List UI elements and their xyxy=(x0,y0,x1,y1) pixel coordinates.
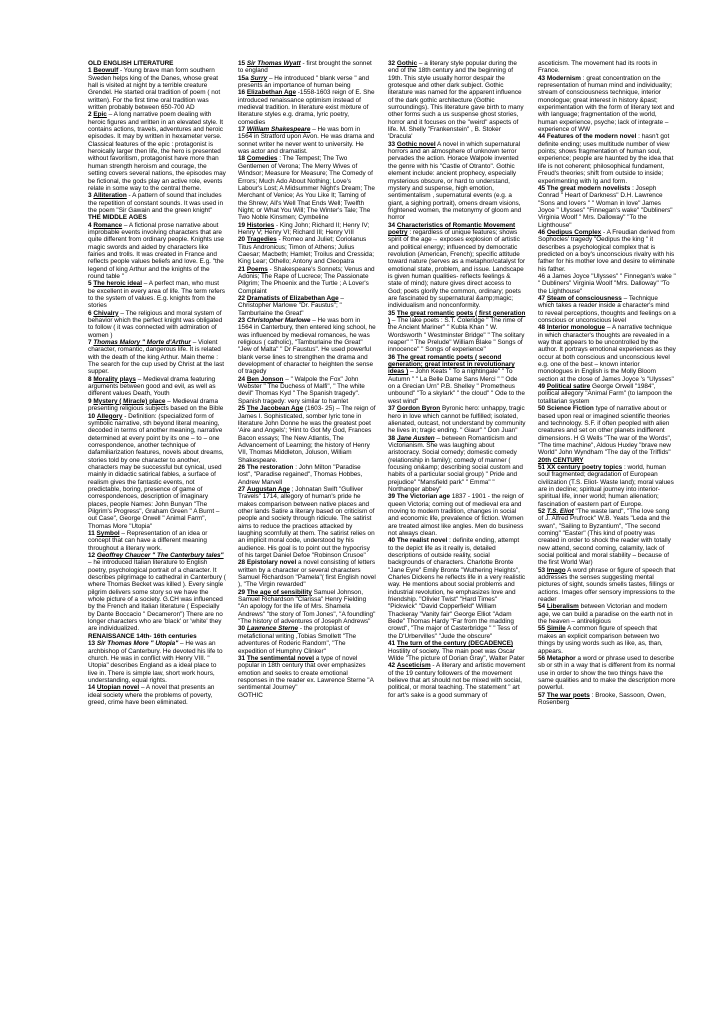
entry-term: Epistolary novel xyxy=(246,559,297,567)
entry-definition: Samuel Johnson, Samuel Richardson "Clarissa" Henry Fielding "An apology for the life of Mrs. Shamela Andrews" "the story of Tom Jones", "A foundling" "The history of adventures of Joseph Andrews" xyxy=(238,588,376,626)
entry-definition: - A literary and artistic movement of the 19 century followers of the movement believe that art should not be mixed with social, political, or moral teaching. The statement " art for art's sake is a good summary of xyxy=(388,662,526,699)
entry-number: 11 xyxy=(88,530,95,537)
entry-term: Poems xyxy=(246,265,268,273)
glossary-entry xyxy=(238,317,376,376)
entry-term: Gothic xyxy=(396,60,418,67)
entry-number: 22 xyxy=(238,295,246,302)
glossary-entry xyxy=(238,655,376,692)
document-page xyxy=(88,60,678,1010)
glossary-entry xyxy=(88,530,226,552)
glossary-entry xyxy=(88,222,226,281)
entry-term: Romance xyxy=(93,221,123,229)
entry-definition: : world, human soul fragmented; degradation of European civilization (T.S. Eliot- Waste land); moral values are in decline; spiritual journey into interior- spiritual life, inner world; human alienation; fascination of eastern part of Europe. xyxy=(538,463,674,508)
entry-number: 30 xyxy=(238,625,246,633)
text-column-4 xyxy=(538,60,676,1010)
entry-definition: - Shakespeare's Sonnets; Venus and Adonis; The Rape of Lucrece; The Passionate Pilgrim; The Phoenix and the Turtle ; A Lover's Complaint xyxy=(238,265,375,295)
entry-definition: – The lake poets : S.T. Coleridge " The rime of the Ancient Mariner" " Kubla Khan " W. Wordsworth " Westminster Bridge" " The solitary reaper" " The Prelude" William Blake " Songs of innocence" " Songs of experience" xyxy=(388,317,525,354)
entry-term: Characteristics of Romantic Movement poetry xyxy=(388,221,516,236)
entry-number: 16 xyxy=(238,89,246,97)
glossary-entry xyxy=(388,354,526,405)
entry-definition: - Definition: (specialized form of symbolic narrative, sth beyond literal meaning, decoded in terms of another meaning, narrative determined at every point by its one – to – one correspondence, another technique of dafamiliarization features, novels about dreams, stories told by one character to another, characters may be successful but cynical, used mainly in didactic satirical fables, a surface of realism gives the fantastic events, not predictable, boring, presence of game of correspondences, description of imaginary places, people Names: John Bunyan "The Pilgrim's Progress", Graham Green " A Burnt – out Case", George Orwell " Animal Farm", Thomas More "Utopia" xyxy=(88,412,224,530)
entry-number: 43 xyxy=(538,74,546,82)
entry-number: 36 xyxy=(388,353,396,361)
entry-definition: – Medieval drama featuring arguments between good and evil, as well as different values Death, Youth xyxy=(88,375,216,398)
entry-number: 48 xyxy=(538,324,546,332)
entry-number: 53 xyxy=(538,566,546,574)
glossary-entry xyxy=(388,405,526,434)
entry-term: The restoration xyxy=(246,463,294,471)
entry-definition: ; Johnatan Swift "Gulliver Travels" 1714, allegory of human's pride he makes comparison between native places and other lands Satire a literary based on criticism of people and society through ridicule. The satirist aims to reduce the practices attacked by laughing scornfully at them. The satirist relies on an implicit moral code, understood by his audience. His goal is to point out the hypocrisy of his target Daniel Defoe "Robinson Crusoe" xyxy=(238,485,375,560)
entry-definition: – A narrative technique in which character's thoughts are revealed in a way that appears to be uncontrolled by the author. It portrays emotional experiences as they occur at both conscious and unconscious level e.g. one of the best – known interior monologues in English is the Molly Bloom section at the close of James Joyce 's "Ulysses" xyxy=(538,324,676,383)
glossary-entry xyxy=(238,126,376,155)
entry-definition: – Representation of an idea or concept that can have a different meaning throughout a literary work. xyxy=(88,530,208,552)
glossary-entry xyxy=(388,640,526,662)
entry-term: Gothic novel xyxy=(396,140,436,148)
glossary-entry xyxy=(538,567,676,604)
entry-term: Asceticism xyxy=(396,662,431,670)
glossary-entry xyxy=(238,236,376,265)
entry-term: Ben Jonson xyxy=(246,375,284,383)
entry-number: 28 xyxy=(238,559,246,567)
entry-term: Augustan Age xyxy=(246,485,290,493)
entry-number: 40 xyxy=(388,537,396,545)
entry-definition: a word or phrase used to describe sb or sth in a way that is different from its normal use in order to show the two things have the same qualities and to make the description more powerful. xyxy=(538,654,676,692)
entry-definition: – a literary style popular during the end of the 18th century and the beginning of 19th. This style usually horror despair the grotesque and other dark subject. Gothic literature was named for the apparent influence of the dark gothic architecture (Gothic surroundings). This literature gave birth to many other forms such a us suspense ghost stories, horror and it focuses on the "weird" aspects of life. M. Shelly "Frankenstein" , B. Stoker 'Dracula' xyxy=(388,60,524,141)
section-heading: THE MIDDLE AGES xyxy=(88,214,147,222)
entry-number: 9 xyxy=(88,397,92,405)
entry-definition: – John Keats " To a nightingale" " To Autumn " " La Belle Dame Sans Merci " " Ode on a Grecian Urn" P.B. Shelley " Prometheus unbound" "To a skylark" " the cloud" " Ode to the west wind" xyxy=(388,368,525,405)
glossary-entry xyxy=(538,405,676,456)
entry-term: Symbol xyxy=(96,530,120,537)
glossary-entry xyxy=(538,185,676,229)
entry-number: 45 xyxy=(538,184,546,192)
entry-definition: – A perfect man, who must be excellent in every area of life. The term refers to the system of values. E.g. knights from the stories xyxy=(88,280,225,310)
entry-term: Epic xyxy=(93,111,107,119)
entry-definition: : regardless of unique features; shows spirit of the age→ exposes explosion of artistic and political energy; influenced by democratic revolution (American, French); specific attitude toward nature (serves as a metaphor/catalyst for emotional state, problem, and issue. Landscape is given human qualities- reflects feelings & state of mind); nature gives direct access to God; poets glorify the common, ordinary; poets are fascinated by supernatural &amp;magic; individualism and nonconformity. xyxy=(388,228,526,310)
entry-number: 52 xyxy=(538,507,546,515)
entry-term: The Jacobean Age xyxy=(246,405,304,413)
entry-definition: : John Milton "Paradise lost", "Paradise regained", Thomas Hobbes, Andrew Marvell xyxy=(238,463,363,486)
entry-definition: Hostility of society. The main poet was Oscar Wilde "The picture of Dorian Gray", Walter Pater xyxy=(388,647,525,662)
glossary-entry xyxy=(388,662,526,699)
entry-term: Gordon Byron xyxy=(396,405,441,413)
glossary-entry xyxy=(238,405,376,464)
entry-term: The war poets xyxy=(546,691,590,699)
entry-number: 15 xyxy=(238,60,246,67)
glossary-entry xyxy=(538,692,676,707)
glossary-entry xyxy=(88,310,226,339)
entry-definition: George Orwell "1984", political allegory "Animal Farm" (to lampoon the totalitarian system xyxy=(538,383,673,405)
entry-number: 55 xyxy=(538,625,546,633)
text-column-2 xyxy=(238,60,376,1010)
glossary-entry xyxy=(88,339,226,376)
entry-term: Political satire xyxy=(546,383,591,391)
glossary-entry xyxy=(238,155,376,221)
entry-definition: – He was born in 1564 in Canterbury, then entered king school, he was influenced by medieval romances, he was religious ( catholic), "Tamburlaine the Great" "Jew of Malta" " Dr Faustus". He used powerful blank verse lines to strengthen the drama and development of character to heighten the sense of tragedy xyxy=(238,317,376,376)
entry-definition: – Technique which takes a reader inside a character's mind to reveal perceptions, thoughts and feelings on a conscious or unconscious level xyxy=(538,295,676,325)
entry-definition: – He introduced " blank verse " and presents an importance of human being xyxy=(238,74,370,90)
entry-term: Allegory xyxy=(96,412,123,420)
entry-definition: - King John; Richard II; Henry IV; Henry V; Henry VI; Richard III; Henry VIII xyxy=(238,221,370,236)
glossary-entry xyxy=(538,133,676,184)
entry-number: 5 xyxy=(88,280,92,288)
glossary-entry xyxy=(238,222,376,237)
entry-definition: – " Walpole the Fox" John Webster " The Duchess of Malfi", " The white devil" Thomas Kyd " The Spanish tragedy". Spanish tragedy: very similar to hamlet xyxy=(238,375,365,405)
entry-definition: - A pattern of sound that includes the repetition of constant sounds. It was used in the poem "Sir Gawain and the green knight" xyxy=(88,192,223,214)
entry-number: 25 xyxy=(238,405,246,413)
entry-definition: : Brooke, Sassoon, Owen, Rosenberg xyxy=(538,691,666,706)
entry-term: Metaphor xyxy=(546,654,576,662)
entry-term: Oedipus Complex xyxy=(546,228,602,236)
entry-term: Chivalry xyxy=(93,309,119,317)
entry-definition: between Victorian and modern age, we can build a paradise on the earth not in the heaven – antireligious xyxy=(538,603,673,626)
glossary-entry xyxy=(388,493,526,537)
entry-number: 50 xyxy=(538,405,546,413)
entry-number: 57 xyxy=(538,691,546,699)
entry-definition: - Young brave man form southern Sweden helps king of the Danes, whose great hall is visited at night by a terrible creature Grendel. He started oral tradition of poem ( not written). For the first time oral tradition was written probably between 650-700 AD xyxy=(88,67,221,112)
entry-number: 24 xyxy=(238,375,246,383)
entry-number: 29 xyxy=(238,588,246,596)
glossary-entry xyxy=(238,89,376,126)
entry-term: The heroic ideal xyxy=(93,280,142,288)
entry-definition: – A fictional prose narrative about improbable events involving characters that are quite different from ordinary people. Knights use magic swords and aided by characters like fairies and trolls. It was created in France and reflects people values beliefs and love. E.g. "the legend of king Arthur and the knights of the round table " xyxy=(88,221,224,280)
entry-number: 3 xyxy=(88,192,92,200)
entry-definition: – He was an archbishop of Canterbury. He devoted his life to church. He was in conflict with Henry VIII. " Utopia" describes England as a ideal place to live in. There is simple law, short work hours, understanding, equal rights. xyxy=(88,640,223,684)
entry-definition: type of narrative about or based upon real or imagined scientific theories and technology. S.F. if often peopled with alien creatures and set on other planets indifferent dimensions. H G Wells "The war of the Words", "The time machine", Aldous Huxley "brave new World" John Wyndham "The day of the Triffids" xyxy=(538,405,672,457)
entry-definition: A novel in which supernatural horrors and an atmosphere of unknown terror pervades the action. Horace Walpole invented the genre with his "Castle of Otranto". Gothic element include: ancient prophecy, especially mysterious obscure, or hard to understand, mystery and suspense, high emotion, sentimentalism , supernatural events (e.g. a giant, a sighing portrait), omens dream visions, frightened women, the metonymy of gloom and horror xyxy=(388,140,522,222)
entry-number: 41 xyxy=(388,640,396,648)
entry-term: The sentimental novel xyxy=(246,654,315,662)
entry-number: 54 xyxy=(538,603,546,611)
glossary-entry xyxy=(538,229,676,273)
entry-number: 8 xyxy=(88,375,92,383)
entry-number: 15a xyxy=(238,74,249,82)
entry-definition: "The waste land", "The love song of J. Alfred Prufrock" W.B. Yeats "Leda and the swan", "Sailing to Byzantium", "The second coming" "Easter" (This kind of poetry was created in order to shock the reader with totally new attend, second coming, calamity, lack of social political and moral stability – because of the first World War) xyxy=(538,507,671,567)
entry-term: The age of sensibility xyxy=(246,588,312,596)
entry-term: The great modern novelists xyxy=(546,184,631,192)
text-column-3 xyxy=(388,60,526,1010)
entry-definition: – He was born in 1564 in Stratford upon Avon. He was drama and sonnet writer he never went to university. He was actor and dramatist. xyxy=(238,126,375,156)
entry-term: Morality plays xyxy=(93,375,136,383)
entry-term: Sir Thomas Wyatt xyxy=(246,60,301,67)
entry-definition: A common figure of speech that makes an explicit comparison between two things by using words such as like, as, than, appears. xyxy=(538,625,663,655)
entry-term: The great romantic poets ( second generation; great interest in revolutionary ideas ) xyxy=(388,353,515,376)
entry-number: 12 xyxy=(88,552,96,560)
entry-definition: A word phrase or figure of speech that addresses the senses suggesting mental pictures of sight, sounds smells tastes, fillings or actions. Images offer sensory impressions to the reader xyxy=(538,566,676,604)
glossary-entry xyxy=(88,413,226,531)
entry-definition: - the protoplast of metafictional writing ,Tobias Smollett "The adventures of Roderic Random", "The expedition of Humphry Clinker" xyxy=(238,625,357,655)
document-title: OLD ENGLISH LITERATURE xyxy=(88,60,174,67)
entry-number: 49 xyxy=(538,383,546,391)
entry-number: 17 xyxy=(238,126,246,134)
section-heading: 20th CENTURY xyxy=(538,456,584,464)
entry-term: Liberalism xyxy=(546,603,579,611)
entry-term: Beowulf xyxy=(93,67,119,75)
entry-definition: : definite ending, attempt to the depict life as it really is, detailed descriptions of outside reality, social backgrounds of characters. Charlotte Bronte "Jane Eyre" Emily Bronte "Wuthering Heights", Charles Dickens he reflects life in a very realistic way. He mentions about social problems and industrial revolution, he emphasizes love and friendship. "Olivier Twist" "Hard Times" "Pickwick" "David Copperfield" William Thackeray "Vanity fair" George Elliot "Adam Bede" Thomas Hardy "Far from the madding crowd", "The major of Casterbridge " " Tess of the D'Urbervilles" "Jude the obscure" xyxy=(388,537,526,640)
entry-term: Lawrence Sterne xyxy=(246,625,299,633)
glossary-entry xyxy=(238,295,376,317)
entry-number: 39 xyxy=(388,493,396,501)
entry-number: 2 xyxy=(88,111,92,119)
entry-number: 10 xyxy=(88,412,96,420)
glossary-entry xyxy=(88,640,226,684)
entry-number: 13 xyxy=(88,640,96,648)
entry-definition: : hasn't got definite ending; uses multitude number of view points; shows fragmentation of human soul, experience; people are haunted by the idea that life is not coherent; philosophical fundament, Freud's theories; shift from outside to inside; experimenting with Ig and form. xyxy=(538,133,674,185)
entry-term: T.S. Eliot xyxy=(546,507,574,515)
entry-definition: – between Romanticism and Victorianism. She was laughing about aristocracy. Social comedy; domestic comedy (relationship in family); comedy of manner ( focusing on&amp; describing social custom and habits of a particular social group) " Pride and prejudice" "Mansfield park" " Emma" " Northanger abbey" xyxy=(388,434,523,493)
entry-number: 21 xyxy=(238,265,246,273)
glossary-entry xyxy=(238,60,376,75)
glossary-entry xyxy=(538,655,676,692)
entry-term: Features of the modern novel xyxy=(546,133,637,141)
entry-definition: -1558-1603 reign of E. She introduced renaissance optimism instead of medieval tradition. In literature exist mixture of literature styles e.g. drama, lyric poetry, comedies xyxy=(238,89,375,126)
entry-term: Jane Austen xyxy=(396,434,435,442)
text-paragraph: asceticism. The movement had its roots in France. xyxy=(538,60,658,75)
entry-term: Simile xyxy=(546,625,566,633)
entry-number: 42 xyxy=(388,662,396,670)
entry-term: Comedies xyxy=(246,155,278,163)
entry-number: 27 xyxy=(238,485,246,493)
glossary-entry xyxy=(238,464,376,486)
glossary-entry xyxy=(238,486,376,559)
glossary-entry xyxy=(538,625,676,654)
entry-definition: 1837 - 1901 - the reign of queen Victoria; coming out of medieval era and moving to modern tradition, changes in social and economic life, prevalence of fiction. Women are treated almost like angles. Men do business not always clean. xyxy=(388,493,524,537)
entry-number: 33 xyxy=(388,140,396,148)
glossary-entry xyxy=(538,464,676,508)
text-paragraph: 46 a James Joyce "Ulysses" " Finnegan's wake " " Dubliners" Virginia Woolf "Mrs. Dalloway" "To the Lighthouse" xyxy=(538,272,676,295)
glossary-entry xyxy=(88,552,226,633)
entry-number: 35 xyxy=(388,309,396,317)
section-heading: RENAISSANCE 14th- 16th centuries xyxy=(88,632,197,640)
entry-number: 23 xyxy=(238,317,246,325)
glossary-entry xyxy=(238,559,376,588)
entry-term: The Victorian age xyxy=(396,493,451,501)
glossary-entry xyxy=(388,222,526,310)
entry-number: 19 xyxy=(238,221,246,229)
glossary-entry xyxy=(538,508,676,567)
entry-term: Interior monologue xyxy=(546,324,606,332)
entry-term: Tragedies xyxy=(246,236,277,244)
entry-definition: : Joseph Conrad " Heart of Darkness" D.H. Lawrence "Sons and lovers " " Woman in love" James Joyce " Ulysses" "Finnegan's wake" "Dubliners" Virginia Woolf " Mrs. Dalloway" "To the Lighthouse" xyxy=(538,184,673,229)
glossary-entry xyxy=(238,625,376,654)
entry-definition: : The Tempest; The Two Gentlemen of Verona; The Merry Wives of Windsor; Measure for Measure; The Comedy of Errors; Much Ado About Nothing; Love's Labour's Lost; A Midsummer Night's Dream; The Merchant of Venice; As You Like It; Taming of the Shrew; All's Well That Ends Well; Twelfth Night; or What You Will; The Winter's Tale; The Two Noble Kinsmen; Cymbeline xyxy=(238,155,375,222)
glossary-entry xyxy=(388,141,526,222)
entry-term: Sir Thomas More " Utopia" xyxy=(96,640,179,648)
entry-term: Histories xyxy=(246,221,275,229)
entry-definition: - A Freudian derived from Sophocles' tragedy "Oedipus the king " it describes a psychological complex that is predicted on a boy's unconscious rivalry with his father for his mother love and desire to eliminate his father. xyxy=(538,228,675,273)
entry-definition: (1603- 25) – The reign of James I. Sophisticated, somber lyric tone in literature John Donne he was the greatest poet 'Aire and Angels'; 'Hint to Got My God, Frances Bacon essays; The New Atlantis, The Advancement of Learning; the history of Henry VII, Thomas Middleton, Joluson, William Shakespeare. xyxy=(238,405,376,464)
glossary-entry xyxy=(88,376,226,398)
entry-number: 26 xyxy=(238,463,246,471)
glossary-entry xyxy=(88,280,226,309)
glossary-entry xyxy=(388,310,526,354)
entry-definition: a novel consisting of letters written by a character or several characters Samuel Richardson "Pamela"( first English novel ), "The Virgin rewarded" xyxy=(238,559,376,589)
glossary-entry xyxy=(538,295,676,324)
entry-definition: Byronic hero: unhappy, tragic hero in love which cannot be fulfilled; isolated, alienated, outcast, not understand by community he lives in; tragic ending. " Giaur" " Don Juan" xyxy=(388,405,526,435)
entry-term: Science Fiction xyxy=(546,405,594,413)
entry-definition: - Romeo and Juliet; Coriolanus Titus Andronicus; Timon of Athens; Julius Caesar; Macbeth; Hamlet; Troilus and Cressida; King Lear; Othello; Antony and Cleopatra xyxy=(238,236,375,266)
entry-definition: – he introduced Italian literature to English poetry, psychological portrait of a character. It describes pilgrimage to cathedral in Canterbury ( where Thomas Becket was killed ). Every single pilgrim delivers some story so we have the whole picture of a society. G.CH was influenced by the French and Italian literature ( Especially by Dante Boccacio " Decameron") There are no longer characters who are 'black' or 'white' they are individualized. xyxy=(88,559,226,633)
entry-definition: - first brought the sonnet to england xyxy=(238,60,372,75)
glossary-entry xyxy=(88,192,226,214)
text-paragraph: GOTHIC xyxy=(238,691,263,699)
entry-definition: – Christopher Marlowe "Dr. Faustus"; " Tamburlaine the Great" xyxy=(238,295,344,317)
entry-term: The realist novel xyxy=(396,537,448,545)
entry-number: 32 xyxy=(388,60,396,67)
entry-definition: a type of novel popular in 18th century that over emphasizes emotion and seeks to create emotional responses in the reader ex. Lawrence Sterne "A sentimental Journey" xyxy=(238,654,374,692)
entry-term: Mystery ( Miracle) place xyxy=(93,397,166,405)
glossary-entry xyxy=(238,75,376,90)
entry-term: Surry xyxy=(250,74,268,82)
entry-number: 7 xyxy=(88,339,92,347)
entry-definition: : great concentration on the representation of human mind and individuality; stream of consciousness technique, interior monologue; great interest in history &past; experimentation with the form of literary text and with language; fragmentation of the world, human experience, psyche; lack of integrate – experience of WW xyxy=(538,74,675,134)
entry-term: XX century poetry topics xyxy=(546,463,623,471)
entry-term: Dramatists of Elizabethan Age xyxy=(246,295,339,302)
entry-number: 20 xyxy=(238,236,246,244)
glossary-entry xyxy=(538,324,676,383)
entry-definition: – A long narrative poem dealing with heroic figures and written in an elevated style. It contains actions, travels, adventures and heroic episodes. It may by written in hexameter verse. Classical features of the epic : protagonist is heroically larger then life, the hero is presented without favoritism, protagonist have more than human strength heroism and courage, the setting covers several nations, the episodes may be fictional, the gods play an active role, events relate in some way to the central theme. xyxy=(88,111,226,192)
entry-number: 46 xyxy=(538,228,546,236)
glossary-entry xyxy=(88,111,226,192)
entry-term: The turn of the century (DECADENCE) xyxy=(396,640,513,648)
entry-number: 44 xyxy=(538,133,546,141)
entry-term: William Shakespeare xyxy=(246,126,311,134)
entry-number: 37 xyxy=(388,405,396,413)
entry-number: 38 xyxy=(388,434,396,442)
glossary-entry xyxy=(88,684,226,706)
entry-number: 56 xyxy=(538,654,546,662)
entry-term: Christopher Marlowe xyxy=(246,317,311,325)
entry-number: 4 xyxy=(88,221,92,229)
entry-number: 51 xyxy=(538,463,546,471)
glossary-entry xyxy=(88,398,226,413)
entry-number: 14 xyxy=(88,684,96,692)
entry-term: Steam of consciousness xyxy=(546,295,622,302)
entry-number: 34 xyxy=(388,221,396,229)
entry-definition: – A novel that presents an ideal society where the problems of poverty, greed, crime have been eliminated. xyxy=(88,684,215,706)
entry-definition: – Violent character, romantic, dangerous life. It is related with the death of the king Arthur. Main theme : The search for the cup used by Christ at the last supper. xyxy=(88,339,225,376)
entry-term: Utopian novel xyxy=(96,684,140,692)
entry-number: 18 xyxy=(238,155,246,163)
text-column-1 xyxy=(88,60,226,1010)
entry-term: The great romantic poets ( first generation ) xyxy=(388,309,526,325)
entry-definition: – The religious and moral system of behavior which the perfect knight was obligated to follow ( it was connected with admiration of women ) xyxy=(88,309,223,339)
entry-term: Modernism xyxy=(546,74,581,82)
glossary-entry xyxy=(88,67,226,111)
entry-number: 6 xyxy=(88,309,92,317)
entry-term: Elizabethan Age xyxy=(246,89,297,97)
entry-term: Alliteration xyxy=(93,192,127,200)
glossary-entry xyxy=(388,435,526,494)
entry-term: Geoffrey Chaucer " The Canterbury tales" xyxy=(96,552,224,560)
glossary-entry xyxy=(238,266,376,295)
entry-term: Imago xyxy=(546,566,566,574)
glossary-entry xyxy=(538,603,676,625)
glossary-entry xyxy=(538,383,676,405)
entry-definition: – Medieval drama presenting religious subjects based on the Bible xyxy=(88,397,224,413)
entry-number: 47 xyxy=(538,295,546,302)
glossary-entry xyxy=(538,75,676,134)
glossary-entry xyxy=(238,589,376,626)
entry-number: 31 xyxy=(238,654,246,662)
glossary-entry xyxy=(238,376,376,405)
glossary-entry xyxy=(388,60,526,141)
glossary-entry xyxy=(388,537,526,640)
entry-number: 1 xyxy=(88,67,92,75)
entry-term: Thomas Malory " Morte d'Arthur xyxy=(93,339,191,347)
